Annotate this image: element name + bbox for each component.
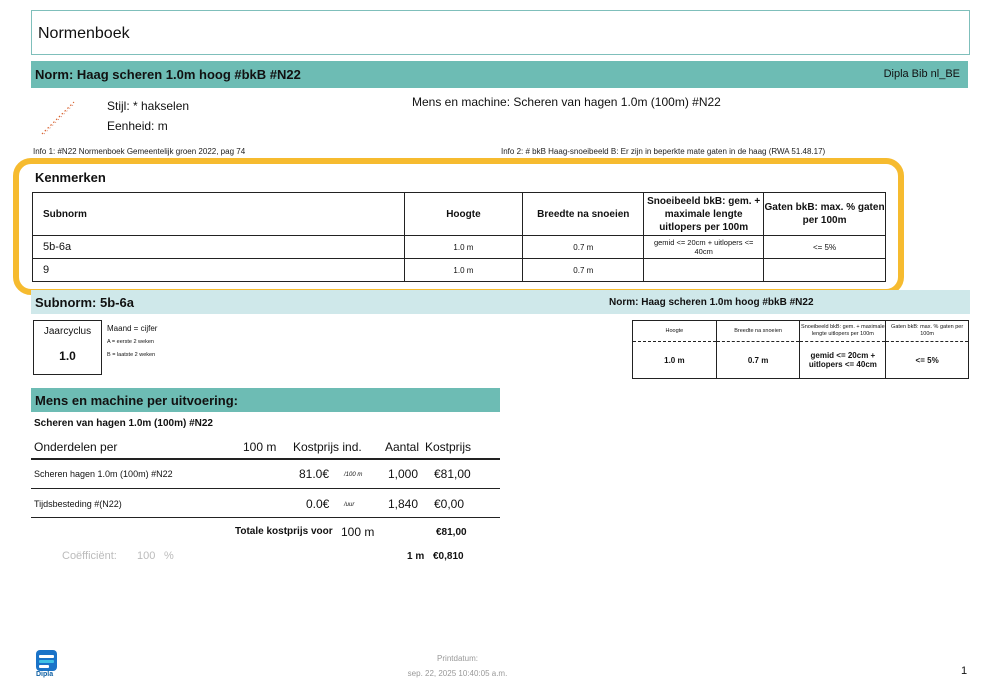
total-value: €81,00: [436, 527, 467, 538]
total-label: Totale kostprijs voor: [235, 526, 333, 537]
unit-qty: 1 m: [407, 551, 425, 562]
row-2-name: Tijdsbesteding #(N22): [34, 499, 122, 509]
cell-snoeibeeld: gemid <= 20cm + uitlopers <= 40cm: [644, 236, 764, 259]
cell-gaten: <= 5%: [886, 342, 969, 379]
mens-machine-banner: [31, 388, 500, 412]
row-1-name: Scheren hagen 1.0m (100m) #N22: [34, 469, 173, 479]
col-header-gaten: Gaten bkB: max. % gaten per 100m: [764, 193, 886, 236]
legend-a: A = eerste 2 weken: [107, 339, 154, 345]
total-per: 100 m: [341, 525, 375, 539]
norm-source: Dipla Bib nl_BE: [883, 68, 960, 80]
table-row: [633, 342, 969, 379]
norm-title: Norm: Haag scheren 1.0m hoog #bkB #N22: [35, 67, 301, 82]
legend-b: B = laatste 2 weken: [107, 352, 156, 358]
jaarcyclus-box: [33, 320, 102, 375]
col-header-snoeibeeld: Snoeibeeld bkB: gem. + maximale lengte uitlopers per 100m: [644, 193, 764, 236]
row-divider: [31, 488, 500, 489]
row-1-total: €81,00: [434, 467, 471, 481]
col-header-hoogte: Hoogte: [633, 321, 717, 342]
row-2-qty: 1,840: [388, 497, 419, 511]
eenheid-label: Eenheid: m: [107, 119, 168, 133]
header-aantal: Aantal: [385, 440, 420, 454]
col-header-snoeibeeld: Snoeibeeld bkB: gem. + maximale lengte uitlopers per 100m: [800, 321, 886, 342]
coefficient-value: 100: [137, 550, 156, 562]
coefficient-unit: %: [164, 550, 174, 562]
cell-snoeibeeld: gemid <= 20cm + uitlopers <= 40cm: [800, 342, 886, 379]
header-divider: [31, 458, 500, 460]
col-header-gaten: Gaten bkB: max. % gaten per 100m: [886, 321, 969, 342]
dipla-logo-icon: [36, 650, 57, 671]
subnorm-norm-ref: Norm: Haag scheren 1.0m hoog #bkB #N22: [609, 297, 814, 308]
cell-breedte: 0.7 m: [716, 342, 800, 379]
subnorm-table: [632, 320, 969, 379]
cell-hoogte: 1.0 m: [404, 236, 523, 259]
header-onderdelen: Onderdelen per: [34, 440, 118, 454]
header-kostprijs: Kostprijs: [425, 440, 472, 454]
cell-hoogte: 1.0 m: [633, 342, 717, 379]
hedge-icon: [40, 100, 76, 136]
col-header-hoogte: Hoogte: [404, 193, 523, 236]
col-header-subnorm: Subnorm: [33, 193, 405, 236]
row-1-unit: /100 m: [344, 472, 363, 478]
jaarcyclus-value: 1.0: [59, 349, 76, 363]
page-number: 1: [961, 665, 968, 677]
col-header-breedte: Breedte na snoeien: [716, 321, 800, 342]
document-title-box: [31, 10, 970, 55]
header-per: 100 m: [243, 440, 277, 454]
info-1: Info 1: #N22 Normenboek Gemeentelijk groen 2022, pag 74: [33, 147, 246, 156]
row-1-qty: 1,000: [388, 467, 419, 481]
cell-breedte: 0.7 m: [523, 236, 644, 259]
header-kostprijs-ind: Kostprijs ind.: [293, 440, 362, 454]
cell-breedte: 0.7 m: [523, 259, 644, 282]
jaarcyclus-label: Jaarcyclus: [43, 326, 92, 337]
subnorm-banner: [31, 290, 970, 314]
info-2: Info 2: # bkB Haag-snoeibeeld B: Er zijn in beperkte mate gaten in de haag (RWA 51.48.17): [501, 147, 826, 156]
highlight-frame: [13, 158, 904, 295]
mens-machine-title: Mens en machine per uitvoering:: [35, 393, 238, 408]
logo-text: Dipla: [36, 671, 54, 678]
coefficient-label: Coëfficiënt:: [62, 550, 117, 562]
norm-banner: [31, 61, 968, 88]
legend-maand: Maand = cijfer: [107, 324, 158, 333]
unit-value: €0,810: [433, 551, 464, 562]
kenmerken-title: Kenmerken: [35, 170, 106, 185]
row-2-unit: /uur: [344, 502, 355, 508]
table-header-row: [633, 321, 969, 342]
stijl-label: Stijl: * hakselen: [107, 99, 190, 113]
row-1-price: 81.0€: [299, 467, 330, 481]
mens-machine-subtitle: Scheren van hagen 1.0m (100m) #N22: [34, 418, 213, 429]
print-date: sep. 22, 2025 10:40:05 a.m.: [407, 669, 508, 678]
row-2-price: 0.0€: [306, 497, 330, 511]
col-header-breedte: Breedte na snoeien: [523, 193, 644, 236]
print-date-label: Printdatum:: [437, 654, 478, 663]
cell-gaten: <= 5%: [764, 236, 886, 259]
mens-machine-label: Mens en machine: Scheren van hagen 1.0m (100m) #N22: [412, 95, 721, 109]
cell-subnorm: 5b-6a: [33, 236, 405, 259]
cell-hoogte: 1.0 m: [404, 259, 523, 282]
row-2-total: €0,00: [434, 497, 465, 511]
cell-subnorm: 9: [33, 259, 405, 282]
subnorm-title: Subnorm: 5b-6a: [35, 295, 134, 310]
row-divider: [31, 517, 500, 518]
document-title: Normenboek: [38, 25, 130, 42]
